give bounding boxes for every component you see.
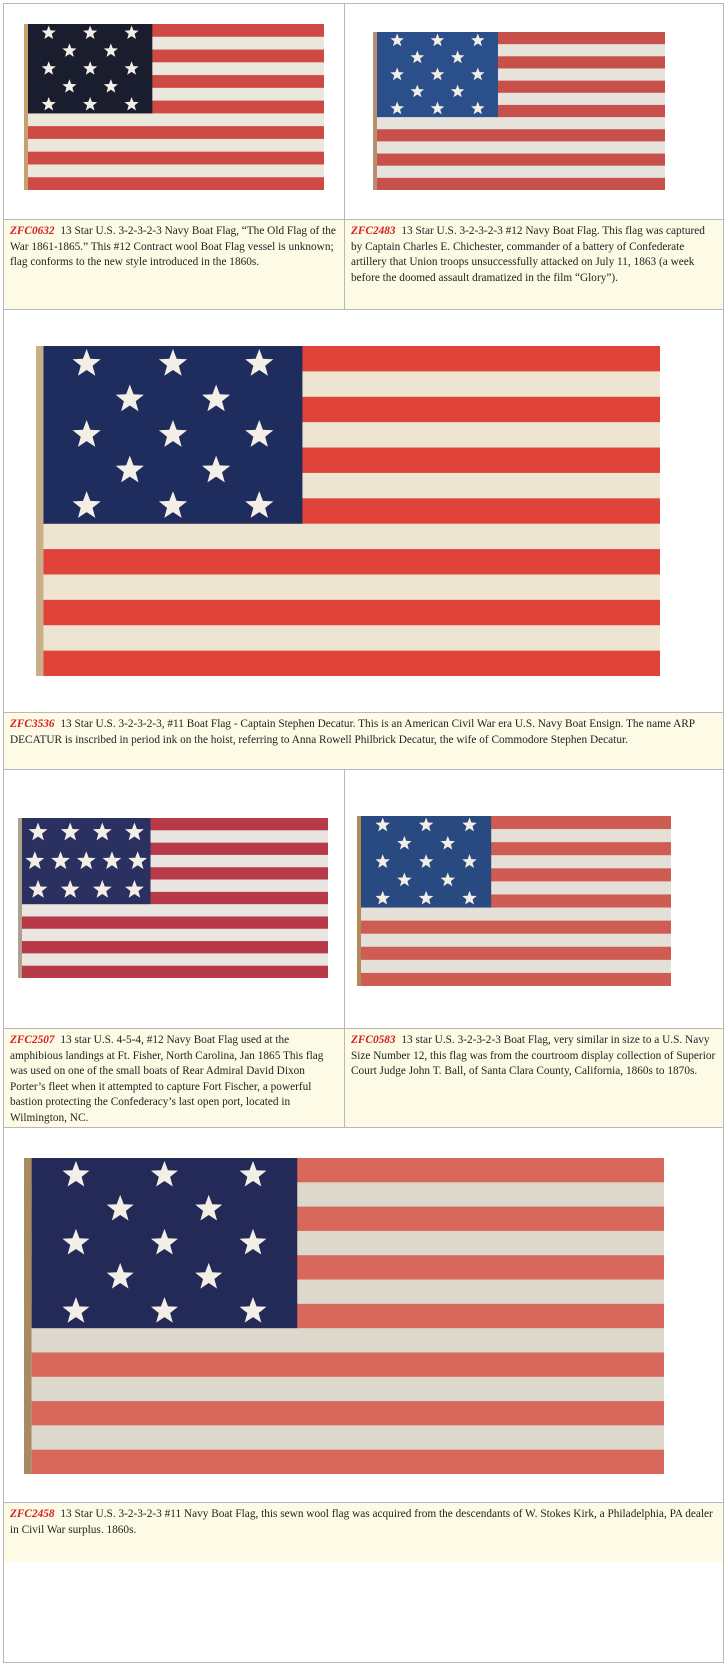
- flag-image-zfc3536: [36, 346, 660, 676]
- flag-stripe: [361, 960, 671, 974]
- flag-stripe: [377, 141, 665, 154]
- flag-stripe: [377, 129, 665, 142]
- flag-image-cell: [4, 4, 344, 219]
- flag-stripe: [43, 651, 660, 676]
- flag-stripe: [32, 1450, 664, 1474]
- flag-stripe: [361, 973, 671, 986]
- hoist-sleeve: [373, 32, 377, 190]
- flag-image-cell: [345, 770, 723, 1028]
- caption-zfc0583: [345, 1028, 723, 1128]
- flag-image-zfc0583: [357, 816, 671, 986]
- flag-stripe: [377, 154, 665, 167]
- hoist-sleeve: [18, 818, 22, 978]
- catalog-code: ZFC3536: [10, 718, 55, 730]
- flag-stripe: [43, 574, 660, 600]
- caption-zfc0632: [4, 219, 344, 310]
- catalog-code: ZFC2507: [10, 1034, 55, 1046]
- flag-stripe: [43, 600, 660, 626]
- catalog-page: [3, 3, 724, 1663]
- flag-image-zfc2483: [373, 32, 665, 190]
- flag-image-zfc2458: [24, 1158, 664, 1474]
- flag-stripe: [22, 966, 328, 978]
- caption-text: 13 Star U.S. 3-2-3-2-3 #11 Navy Boat Flag, this sewn wool flag was acquired from the descendants of W. Stokes Kirk, a Philadelphia, PA dealer in Civil War surplus. 1860s.: [10, 1508, 713, 1536]
- flag-stripe: [32, 1425, 664, 1450]
- catalog-code: ZFC0583: [351, 1034, 396, 1046]
- flag-stripe: [22, 941, 328, 954]
- flag-stripe: [32, 1401, 664, 1426]
- flag-stripe: [28, 139, 324, 152]
- hoist-sleeve: [36, 346, 43, 676]
- flag-stripe: [361, 947, 671, 961]
- caption-text: 13 star U.S. 4-5-4, #12 Navy Boat Flag used at the amphibious landings at Ft. Fisher, North Carolina, Jan 1865 This flag was used on one of the small boats of Rear Admiral David Dixon Porter’s fleet when it attempted to capture Fort Fischer, a powerful bastion protecting the Confederacy’s last open port, located in Wilmington, NC.: [10, 1034, 324, 1124]
- hoist-sleeve: [24, 24, 28, 190]
- flag-stripe: [43, 625, 660, 651]
- caption-text: 13 Star U.S. 3-2-3-2-3 Navy Boat Flag, “The Old Flag of the War 1861-1865.” This #12 Contract wool Boat Flag vessel is unknown; flag conforms to the new style introduced in the 1860s.: [10, 225, 336, 269]
- flag-image-zfc0632: [24, 24, 324, 190]
- flag-stripe: [32, 1328, 664, 1353]
- flag-stripe: [43, 549, 660, 575]
- flag-stripe: [361, 921, 671, 935]
- caption-text: 13 Star U.S. 3-2-3-2-3, #11 Boat Flag - Captain Stephen Decatur. This is an American Civil War era U.S. Navy Boat Ensign. The name ARP DECATUR is inscribed in period ink on the hoist, referring to Anna Rowell Philbrick Decatur, the wife of Commodore Stephen Decatur.: [10, 718, 695, 746]
- flag-stripe: [22, 904, 328, 917]
- caption-text: 13 star U.S. 3-2-3-2-3 Boat Flag, very similar in size to a U.S. Navy Size Number 12, this flag was from the courtroom display collection of Superior Court Judge John T. Ball, of Santa Clara County, California, 1860s to 1870s.: [351, 1034, 716, 1078]
- caption-zfc2507: [4, 1028, 344, 1128]
- flag-stripe: [32, 1352, 664, 1377]
- hoist-sleeve: [24, 1158, 32, 1474]
- flag-stripe: [28, 164, 324, 177]
- catalog-code: ZFC0632: [10, 225, 55, 237]
- flag-image-zfc2507: [18, 818, 328, 978]
- caption-text: 13 Star U.S. 3-2-3-2-3 #12 Navy Boat Flag. This flag was captured by Captain Charles E. Chichester, commander of a battery of Confederate artillery that Union troops unsuccessfully attacked on July 11, 1863 (a week before the doomed assault dramatized in the film “Glory”).: [351, 225, 705, 284]
- flag-image-cell: [4, 1128, 723, 1502]
- flag-image-cell: [4, 310, 723, 712]
- flag-image-cell: [4, 770, 344, 1028]
- flag-stripe: [32, 1377, 664, 1402]
- flag-stripe: [377, 117, 665, 130]
- flag-image-cell: [345, 4, 723, 219]
- flag-stripe: [22, 953, 328, 966]
- flag-stripe: [43, 524, 660, 550]
- caption-zfc3536: [4, 712, 723, 770]
- flag-stripe: [28, 152, 324, 165]
- flag-stripe: [28, 177, 324, 190]
- flag-stripe: [28, 126, 324, 139]
- caption-zfc2458: [4, 1502, 723, 1562]
- flag-stripe: [361, 908, 671, 922]
- catalog-code: ZFC2458: [10, 1508, 55, 1520]
- flag-stripe: [361, 934, 671, 948]
- catalog-code: ZFC2483: [351, 225, 396, 237]
- flag-stripe: [377, 178, 665, 190]
- flag-stripe: [377, 166, 665, 179]
- hoist-sleeve: [357, 816, 361, 986]
- flag-stripe: [28, 113, 324, 126]
- caption-zfc2483: [345, 219, 723, 310]
- flag-stripe: [22, 929, 328, 942]
- flag-stripe: [22, 916, 328, 929]
